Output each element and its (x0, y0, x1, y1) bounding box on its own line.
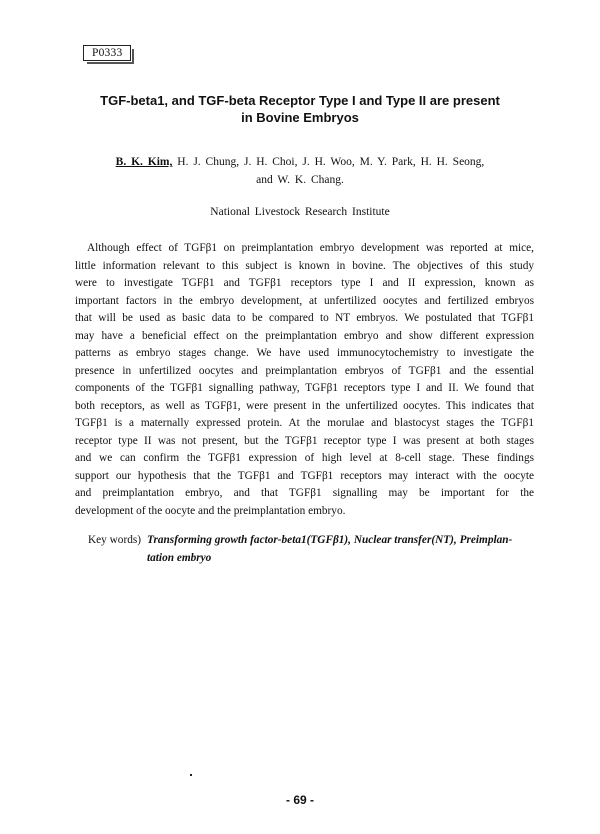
title-line-2: in Bovine Embryos (241, 110, 359, 125)
abstract-line: receptor type II was not present, but the TGFβ1 receptor type I was present at both stages (75, 434, 534, 447)
abstract-line: support our hypothesis that the TGFβ1 and TGFβ1 receptors may interact with the oocyte (75, 469, 534, 482)
abstract-line: TGFβ1 is a maternally expressed protein. At the morulae and blastocyst stages the TGFβ1 (75, 417, 534, 429)
abstract-line: were to investigate TGFβ1 and TGFβ1 receptors type I and II expression, known as (75, 277, 534, 289)
abstract-line: Although effect of TGFβ1 on preimplantation embryo development was reported at mice, (87, 242, 534, 254)
paper-title (60, 92, 540, 126)
page-number: - 69 - (285, 793, 314, 807)
abstract-line: little information relevant to this subject is known in bovine. The objectives of this study (75, 259, 534, 272)
abstract-line: and preimplantation embryo, and that TGFβ1 signalling may be important for the (75, 487, 534, 499)
author-list (70, 153, 530, 189)
abstract (75, 240, 534, 520)
stray-mark (190, 774, 192, 776)
institute: National Livestock Research Institute (210, 206, 390, 218)
abstract-line: components of the TGFβ1 signalling pathway, TGFβ1 receptors type I and II. We found that (75, 382, 534, 394)
keywords-line-1: Transforming growth factor-beta1(TGFβ1), Nuclear transfer(NT), Preimplan- (147, 534, 513, 546)
author-line-2: and W. K. Chang. (256, 174, 344, 186)
keywords-list (147, 531, 537, 567)
abstract-line: may have a beneficial effect on the preimplantation embryo and show different expression (75, 329, 534, 342)
keywords-label: Key words) (88, 534, 142, 546)
co-authors: H. J. Chung, J. H. Choi, J. H. Woo, M. Y. Park, H. H. Seong, (177, 156, 485, 168)
abstract-line: patterns as embryo stages change. We have used immunocytochemistry to investigate the (75, 347, 534, 359)
title-line-1: TGF-beta1, and TGF-beta Receptor Type I and Type II are present (100, 93, 500, 108)
first-author: B. K. Kim, (115, 156, 173, 168)
keywords-line-2: tation embryo (147, 552, 212, 564)
abstract-line: that will be used as basic data to be compared to NT embryos. We postulated that TGFβ1 (75, 312, 534, 324)
paper-code-box: P0333 (83, 45, 131, 61)
abstract-line: both receptors, as well as TGFβ1, were present in the unfertilized oocytes. This indicates that (75, 399, 534, 412)
abstract-line: presence in unfertilized oocytes and preimplantation embryos of TGFβ1 and the essential (75, 364, 534, 377)
abstract-line: development of the oocyte and the preimplantation embryo. (75, 504, 346, 517)
abstract-line: and we can confirm the TGFβ1 expression of high level at 8-cell stage. These findings (75, 452, 534, 464)
author-line-1 (70, 153, 530, 171)
abstract-line: important factors in the embryo development, at unfertilized oocytes and fertilized embryos (75, 294, 534, 307)
